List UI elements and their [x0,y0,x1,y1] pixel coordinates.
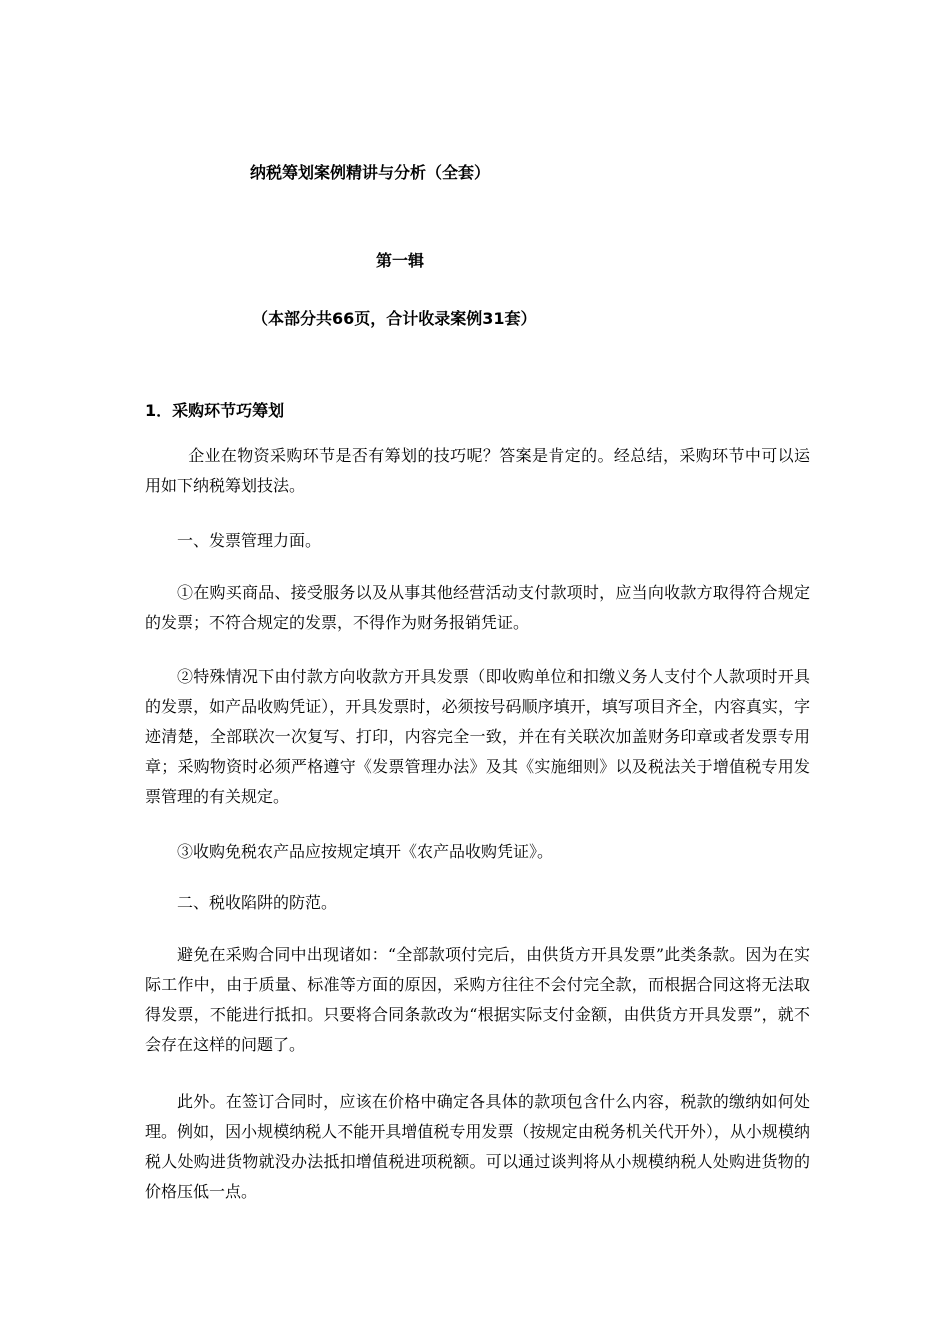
paragraph-additional: 此外。在签订合同时，应该在价格中确定各具体的款项包含什么内容，税款的缴纳如何处理。例如，因小规模纳税人不能开具增值税专用发票（按规定由税务机关代开外），从小规模纳税人处购进货物就没办法抵扣增值税进项税额。可以通过谈判将从小规模纳税人处购进货物的价格压低一点。 [145,1092,810,1201]
paragraph-intro: 企业在物资采购环节是否有筹划的技巧呢？答案是肯定的。经总结，采购环节中可以运用如下纳税筹划技法。 [145,446,810,495]
paragraph-item-1: ①在购买商品、接受服务以及从事其他经营活动支付款项时，应当向收款方取得符合规定的发票；不符合规定的发票，不得作为财务报销凭证。 [145,583,810,632]
page-count-note: （本部分共66页，合计收录案例31套） [252,309,537,328]
paragraph-heading-2: 二、税收陷阱的防范。 [177,893,338,912]
paragraph-item-3: ③收购免税农产品应按规定填开《农产品收购凭证》。 [177,842,554,861]
paragraph-item-2: ②特殊情况下由付款方向收款方开具发票（即收购单位和扣缴义务人支付个人款项时开具的发票，如产品收购凭证），开具发票时，必须按号码顺序填开，填写项目齐全，内容真实，字迹清楚，全部联次一次复写、打印，内容完全一致，并在有关联次加盖财务印章或者发票专用章；采购物资时必须严格遵守《发票管理办法》及其《实施细则》以及税法关于增值税专用发票管理的有关规定。 [145,667,810,806]
paragraph-trap: 避免在采购合同中出现诸如：“全部款项付完后，由供货方开具发票”此类条款。因为在实际工作中，由于质量、标准等方面的原因，采购方往往不会付完全款，而根据合同这将无法取得发票，不能进行抵扣。只要将合同条款改为“根据实际支付金额，由供货方开具发票”，就不会存在这样的问题了。 [145,945,810,1054]
document-title: 纳税筹划案例精讲与分析（全套） [250,163,491,182]
section-heading: 1．采购环节巧筹划 [145,401,285,420]
volume-label: 第一辑 [376,251,425,270]
paragraph-heading-1: 一、发票管理力面。 [177,531,322,550]
